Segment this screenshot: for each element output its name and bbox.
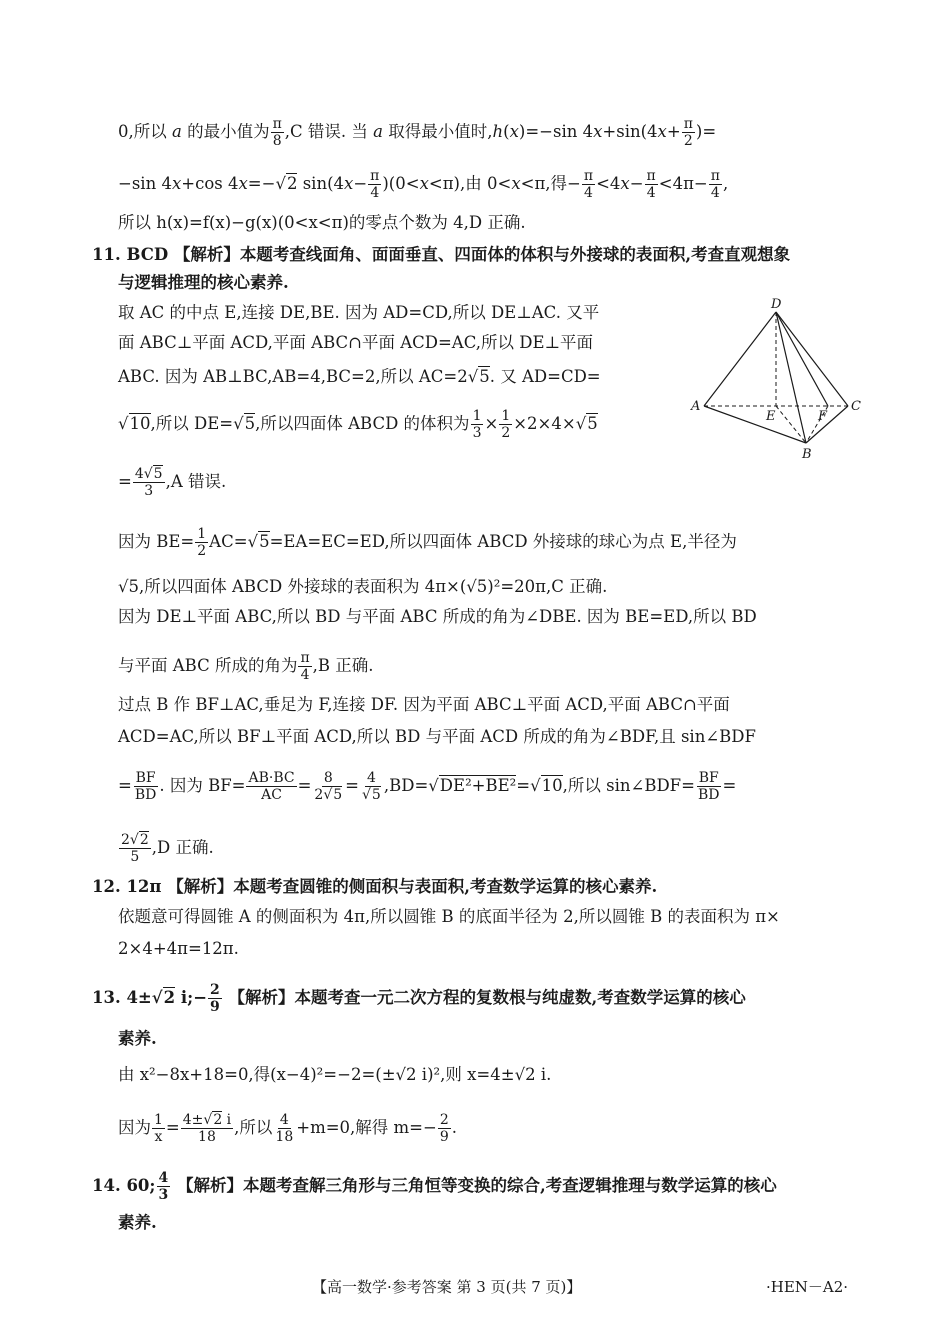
q11-d-line-3: = $\frac{BF}{BD}$ . 因为 BF= $\frac{AB\cdot BC}{AC}$ = $\frac{8}{2√5}$ = $\frac{4}{√5}$ ,BD=√DE²+BE²=√10,所以 sin∠BDF= $\frac{BF}{BD}$ = xyxy=(118,770,737,803)
q14-heading: 14. 60; $\frac{4}{3}$ 【解析】本题考查解三角形与三角恒等变换的综合,考查逻辑推理与数学运算的核心 xyxy=(92,1170,777,1203)
q13-line-2: 因为 $\frac{1}{x}$ = $\frac{4\pm√2 i}{18}$ ,所以 $\frac{4}{18}$ +m=0,解得 m=− $\frac{2}{9}$ . xyxy=(118,1112,458,1145)
q11-d-line-2: ACD=AC,所以 BF⊥平面 ACD,所以 BD 与平面 ACD 所成的角为∠BDF,且 sin∠BDF xyxy=(118,727,756,746)
edge-ad xyxy=(704,312,776,406)
q11-d-line-4: $\frac{2√2}{5}$ ,D 正确. xyxy=(121,832,214,865)
label-b: B xyxy=(802,447,812,462)
q11-c-line-2: √5,所以四面体 ABCD 外接球的表面积为 4π×(√5)²=20π,C 正确. xyxy=(118,577,608,596)
text-line-2: −sin 4x+cos 4x=−√2 sin(4x− $\frac{\pi}{4}$ )(0<x<π),由 0<x<π,得− $\frac{\pi}{4}$ <4x− $\frac{\pi}{4}$ <4π− $\frac{\pi}{4}$ , xyxy=(118,168,729,201)
q11-b-line-2: 与平面 ABC 所成的角为 $\frac{\pi}{4}$ ,B 正确. xyxy=(118,650,374,683)
q12-heading: 12. 12π 【解析】本题考查圆锥的侧面积与表面积,考查数学运算的核心素养. xyxy=(92,877,658,896)
footer-page-info: 【高一数学·参考答案 第 3 页(共 7 页)】 xyxy=(312,1278,582,1296)
q11-d-line-1: 过点 B 作 BF⊥AC,垂足为 F,连接 DF. 因为平面 ABC⊥平面 ACD,平面 ABC∩平面 xyxy=(118,695,730,714)
label-e: E xyxy=(766,409,776,424)
q11-heading: 11. BCD 【解析】本题考查线面角、面面垂直、四面体的体积与外接球的表面积,考查直观想象 xyxy=(92,245,791,264)
q11-heading-cont: 与逻辑推理的核心素养. xyxy=(118,273,289,292)
q14-heading-cont: 素养. xyxy=(118,1213,157,1232)
label-f: F xyxy=(818,409,828,424)
q12-line-2: 2×4+4π=12π. xyxy=(118,939,239,958)
q12-line-1: 依题意可得圆锥 A 的侧面积为 4π,所以圆锥 B 的底面半径为 2,所以圆锥 B 的表面积为 π× xyxy=(118,907,780,926)
q11-a-line-5: = $\frac{4√5}{3}$ ,A 错误. xyxy=(118,466,227,499)
q11-a-line-4: √10,所以 DE=√5,所以四面体 ABCD 的体积为 $\frac{1}{3}$ × $\frac{1}{2}$ ×2×4×√5 xyxy=(118,408,598,441)
q11-a-line-2: 面 ABC⊥平面 ACD,平面 ABC∩平面 ACD=AC,所以 DE⊥平面 xyxy=(118,333,594,352)
label-a: A xyxy=(691,399,701,414)
q11-b-line-1: 因为 DE⊥平面 ABC,所以 BD 与平面 ABC 所成的角为∠DBE. 因为 BE=ED,所以 BD xyxy=(118,607,757,626)
q13-line-1: 由 x²−8x+18=0,得(x−4)²=−2=(±√2 i)²,则 x=4±√2 i. xyxy=(118,1065,552,1084)
label-c: C xyxy=(851,399,861,414)
q11-a-line-1: 取 AC 的中点 E,连接 DE,BE. 因为 AD=CD,所以 DE⊥AC. 又平 xyxy=(118,303,600,322)
q13-heading: 13. 4±√2 i;− $\frac{2}{9}$ 【解析】本题考查一元二次方程的复数根与纯虚数,考查数学运算的核心 xyxy=(92,982,746,1015)
q11-a-line-3: ABC. 因为 AB⊥BC,AB=4,BC=2,所以 AC=2√5. 又 AD=CD= xyxy=(118,367,601,386)
text-line-1: 0,所以 a 的最小值为 $\frac{\pi}{8}$ ,C 错误. 当 a 取得最小值时,h(x)=−sin 4x+sin(4x+ $\frac{\pi}{2}$ )= xyxy=(118,116,717,149)
q13-heading-cont: 素养. xyxy=(118,1029,157,1048)
footer-code: ·HEN－A2· xyxy=(766,1278,849,1296)
text-line-3: 所以 h(x)=f(x)−g(x)(0<x<π)的零点个数为 4,D 正确. xyxy=(118,213,526,232)
tetrahedron-figure xyxy=(688,296,868,462)
q11-c-line-1: 因为 BE= $\frac{1}{2}$ AC=√5=EA=EC=ED,所以四面体 ABCD 外接球的球心为点 E,半径为 xyxy=(118,526,737,559)
label-d: D xyxy=(771,297,782,312)
edge-df xyxy=(776,312,828,406)
